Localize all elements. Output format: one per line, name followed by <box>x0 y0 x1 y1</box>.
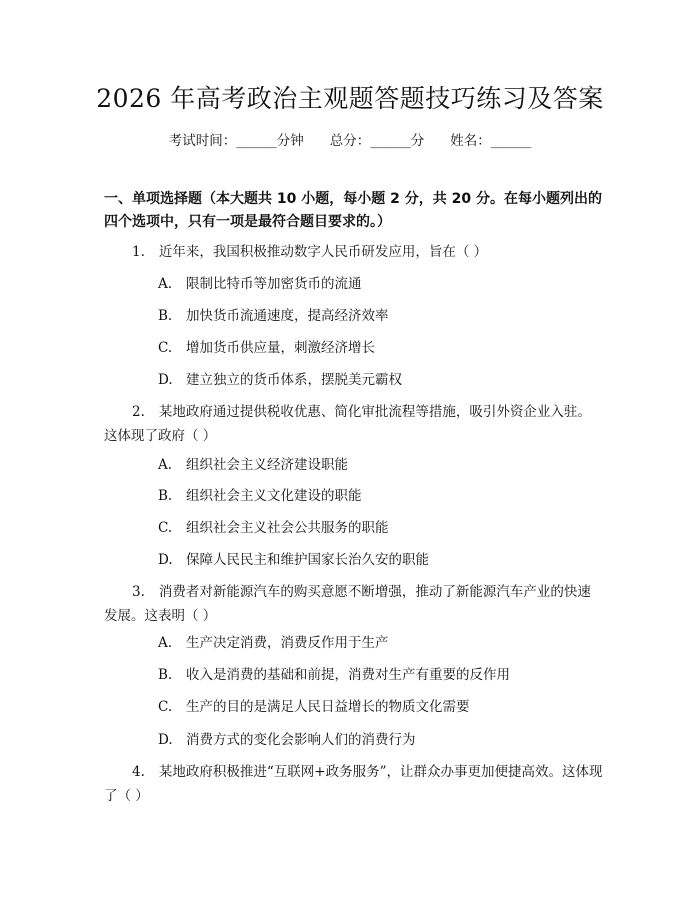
question-text: 某地政府通过提供税收优惠、简化审批流程等措施，吸引外资企业入驻。这体现了政府（ ） <box>104 404 591 444</box>
option-letter: A. <box>158 635 173 651</box>
question-text: 某地政府积极推进“互联网+政务服务”，让群众办事更加便捷高效。这体现了（ ） <box>104 764 603 804</box>
option-text: 限制比特币等加密货币的流通 <box>186 276 362 292</box>
option-text: 增加货币供应量，刺激经济增长 <box>186 340 375 356</box>
question-4-stem <box>104 760 604 808</box>
question-1-option-c <box>158 337 598 359</box>
option-letter: A. <box>158 457 173 473</box>
question-3-option-b <box>158 664 598 686</box>
question-number: 4. <box>132 764 145 780</box>
question-2-option-c <box>158 517 598 539</box>
option-letter: B. <box>158 488 173 504</box>
exam-time-field: 考试时间：______分钟 <box>168 133 304 149</box>
question-1-stem <box>104 240 604 264</box>
exam-score-field: 总分：______分 <box>329 133 425 149</box>
option-letter: D. <box>158 552 173 568</box>
question-3-option-d <box>158 729 598 751</box>
option-text: 生产的目的是满足人民日益增长的物质文化需要 <box>186 699 470 715</box>
option-letter: D. <box>158 732 173 748</box>
section-heading: 一、单项选择题（本大题共 10 小题，每小题 2 分，共 20 分。在每小题列出的四个选项中，只有一项是最符合题目要求的。） <box>104 191 602 230</box>
option-letter: C. <box>158 340 173 356</box>
option-letter: D. <box>158 372 173 388</box>
question-2-stem <box>104 400 604 448</box>
option-text: 收入是消费的基础和前提，消费对生产有重要的反作用 <box>186 667 510 683</box>
question-3-option-c <box>158 696 598 718</box>
option-text: 保障人民民主和维护国家长治久安的职能 <box>186 552 429 568</box>
question-1-option-d <box>158 369 598 391</box>
question-2-option-b <box>158 485 598 507</box>
option-text: 组织社会主义经济建设职能 <box>186 457 348 473</box>
option-letter: C. <box>158 520 173 536</box>
option-text: 加快货币流通速度，提高经济效率 <box>186 308 389 324</box>
option-text: 生产决定消费，消费反作用于生产 <box>186 635 389 651</box>
exam-meta <box>0 131 700 151</box>
question-number: 1. <box>132 244 145 260</box>
question-2-option-d <box>158 549 598 571</box>
question-number: 2. <box>132 404 145 420</box>
option-letter: B. <box>158 308 173 324</box>
question-text: 近年来，我国积极推动数字人民币研发应用，旨在（ ） <box>158 244 488 260</box>
option-text: 组织社会主义社会公共服务的职能 <box>186 520 389 536</box>
question-2-option-a <box>158 454 598 476</box>
question-number: 3. <box>132 584 145 600</box>
option-letter: C. <box>158 699 173 715</box>
option-letter: B. <box>158 667 173 683</box>
option-text: 组织社会主义文化建设的职能 <box>186 488 362 504</box>
question-3-stem <box>104 580 604 628</box>
option-letter: A. <box>158 276 173 292</box>
page-title: 2026 年高考政治主观题答题技巧练习及答案 <box>96 84 604 113</box>
question-1-option-b <box>158 305 598 327</box>
question-1-option-a <box>158 273 598 295</box>
student-name-field: 姓名：______ <box>450 133 532 149</box>
question-3-option-a <box>158 632 598 654</box>
question-text: 消费者对新能源汽车的购买意愿不断增强，推动了新能源汽车产业的快速发展。这表明（ ） <box>104 584 591 624</box>
option-text: 消费方式的变化会影响人们的消费行为 <box>186 732 416 748</box>
option-text: 建立独立的货币体系，摆脱美元霸权 <box>186 372 402 388</box>
